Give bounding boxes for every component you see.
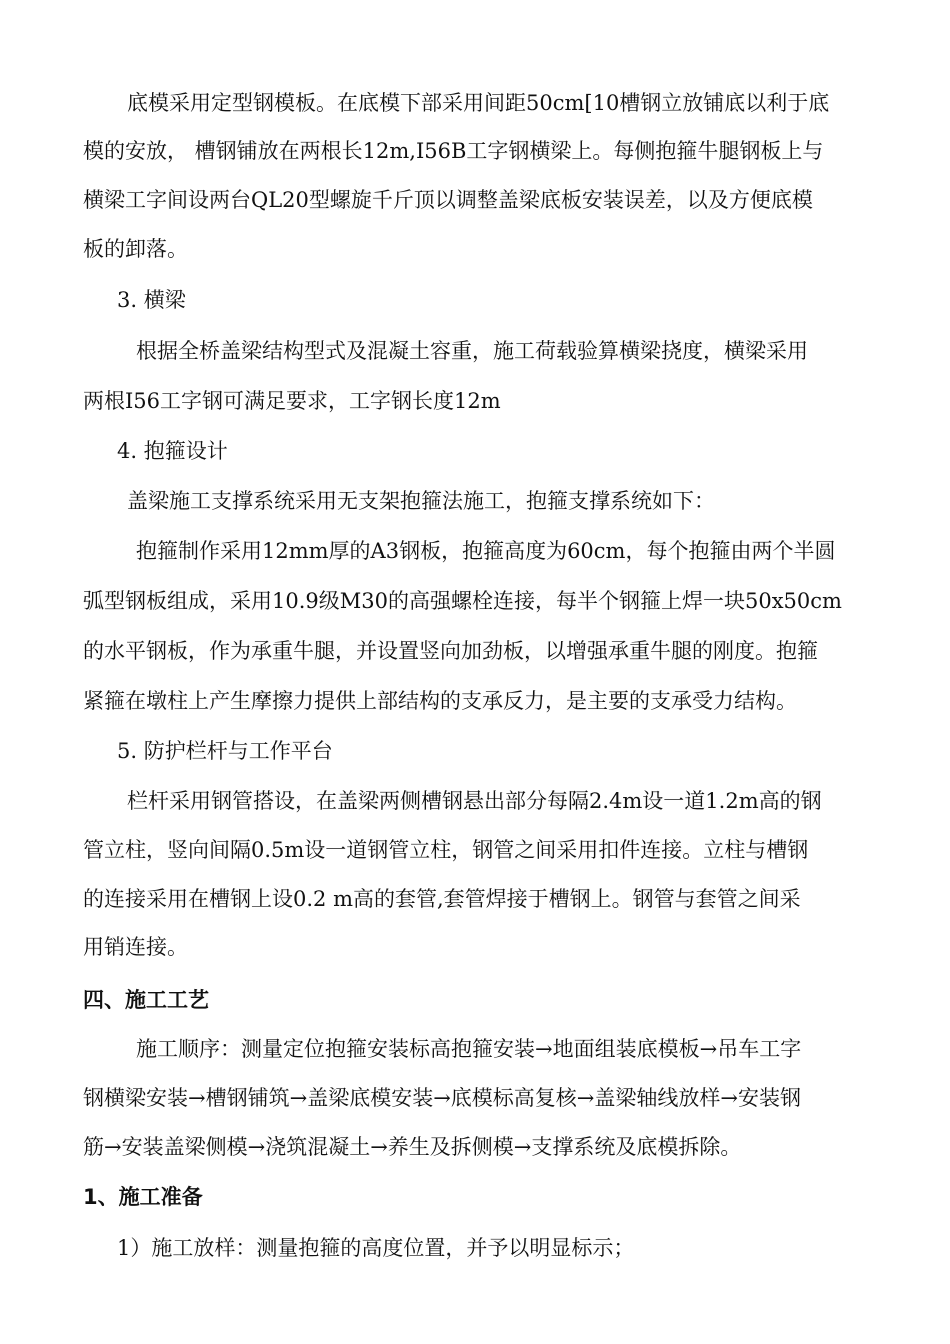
paragraph-line: 抱箍制作采用12mm厚的A3钢板，抱箍高度为60cm，每个抱箍由两个半圆 [136,539,836,563]
paragraph-line: 管立柱，竖向间隔0.5m设一道钢管立柱，钢管之间采用扣件连接。立柱与槽钢 [83,838,809,862]
subheading-railing-platform: 5. 防护栏杆与工作平台 [117,739,333,763]
paragraph-line: 的水平钢板，作为承重牛腿，并设置竖向加劲板，以增强承重牛腿的刚度。抱箍 [83,639,818,663]
paragraph-line: 盖梁施工支撑系统采用无支架抱箍法施工，抱箍支撑系统如下： [127,489,715,513]
paragraph-line: 筋→安装盖梁侧模→浇筑混凝土→养生及拆侧模→支撑系统及底模拆除。 [83,1135,742,1159]
paragraph-line: 板的卸落。 [83,237,188,261]
paragraph-line: 模的安放， 槽钢铺放在两根长12m,I56B工字钢横梁上。每侧抱箍牛腿钢板上与 [83,139,824,163]
paragraph-line: 紧箍在墩柱上产生摩擦力提供上部结构的支承反力，是主要的支承受力结构。 [83,689,797,713]
paragraph-line: 钢横梁安装→槽钢铺筑→盖梁底模安装→底模标高复核→盖梁轴线放样→安装钢 [83,1086,801,1110]
list-item: 1）施工放样：测量抱箍的高度位置，并予以明显标示； [117,1236,635,1260]
paragraph-line: 底模采用定型钢模板。在底模下部采用间距50cm[10槽钢立放铺底以利于底 [127,91,830,115]
section-heading-preparation: 1、施工准备 [83,1185,203,1209]
subheading-hoop-design: 4. 抱箍设计 [117,439,228,463]
paragraph-line: 栏杆采用钢管搭设，在盖梁两侧槽钢悬出部分每隔2.4m设一道1.2m高的钢 [127,789,822,813]
paragraph-line: 施工顺序：测量定位抱箍安装标高抱箍安装→地面组装底模板→吊车工字 [136,1037,802,1061]
section-heading-construction-process: 四、施工工艺 [83,988,209,1012]
paragraph-line: 用销连接。 [83,935,188,959]
paragraph-line: 弧型钢板组成，采用10.9级M30的高强螺栓连接，每半个钢箍上焊一块50x50cm [83,589,842,613]
paragraph-line: 两根I56工字钢可满足要求，工字钢长度12m [83,389,501,413]
paragraph-line: 根据全桥盖梁结构型式及混凝土容重，施工荷载验算横梁挠度，横梁采用 [136,339,808,363]
subheading-crossbeam: 3. 横梁 [117,288,186,312]
paragraph-line: 的连接采用在槽钢上设0.2 m高的套管,套管焊接于槽钢上。钢管与套管之间采 [83,887,801,911]
paragraph-line: 横梁工字间设两台QL20型螺旋千斤顶以调整盖梁底板安装误差，以及方便底模 [83,188,813,212]
